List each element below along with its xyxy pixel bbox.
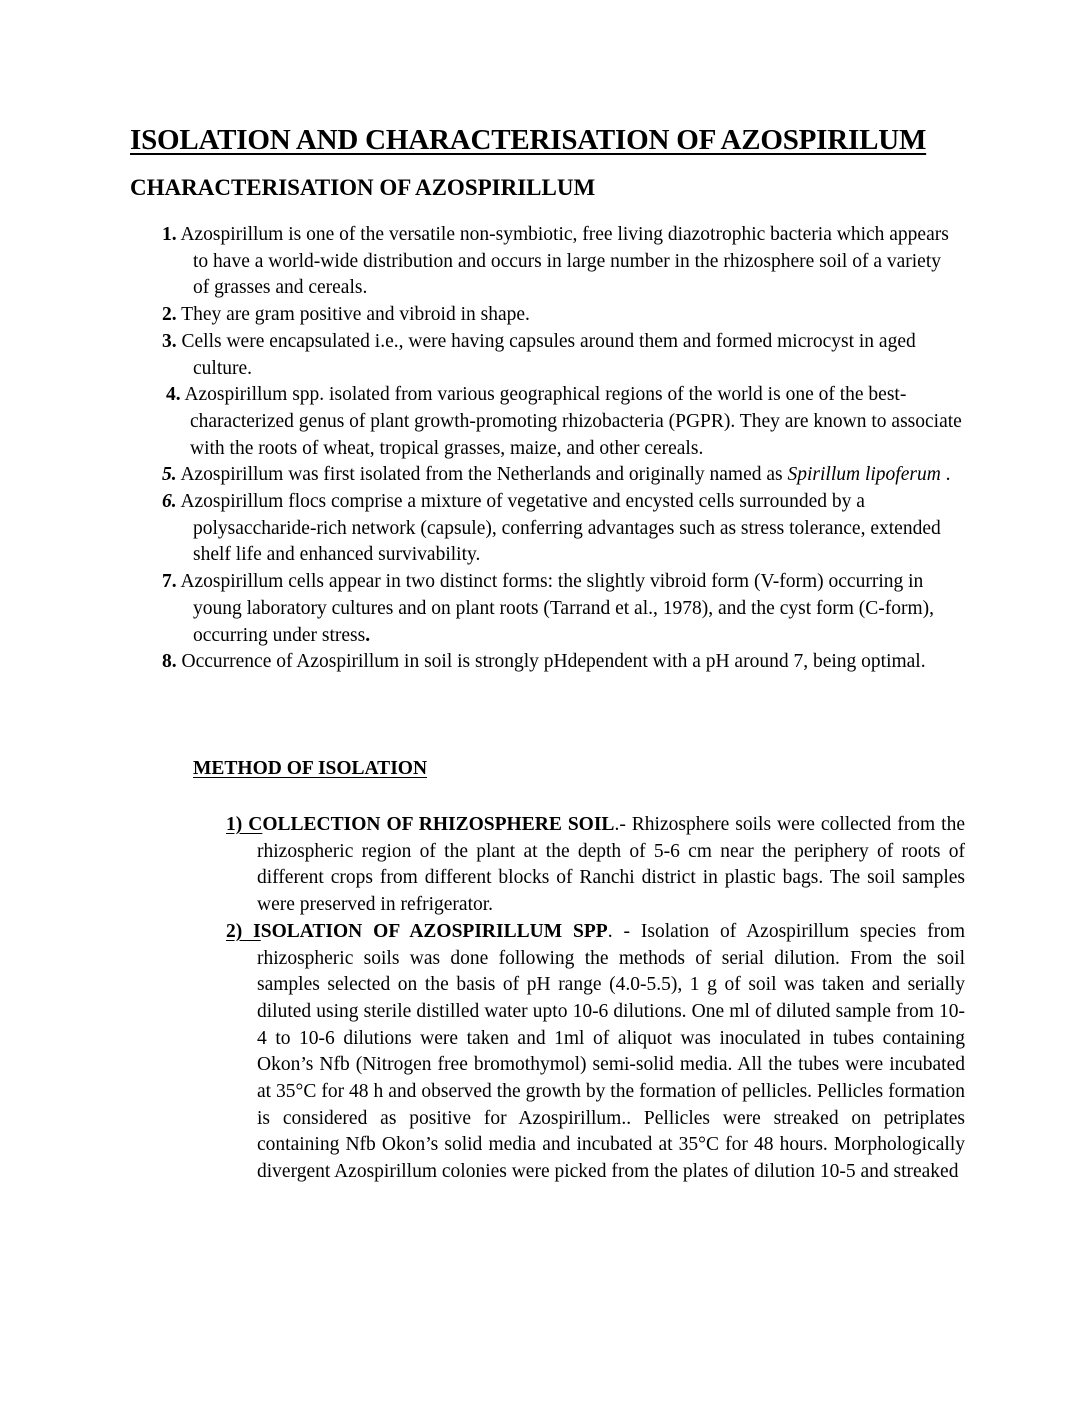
section-heading-method: METHOD OF ISOLATION <box>193 758 428 779</box>
list-item: 4. Azospirillum spp. isolated from various geographical regions of the world is one of the best-characterized genus of plant growth-promoting rhizobacteria (PGPR). They are known to associate with the roots of wheat, tropical grasses, maize, and other cereals. <box>166 384 962 459</box>
list-item: 2. They are gram positive and vibroid in shape. <box>162 304 530 326</box>
characteristics-list <box>162 222 962 676</box>
list-item: 5. Azospirillum was first isolated from the Netherlands and originally named as Spirillum lipoferum . <box>162 464 951 486</box>
method-steps-list <box>226 812 965 1186</box>
list-item: 2) ISOLATION OF AZOSPIRILLUM SPP. - Isolation of Azospirillum species from rhizospheric soils was done following the methods of serial dilution. From the soil samples selected on the basis of pH range (4.0-5.5), 1 g of soil was taken and serially diluted using sterile distilled water upto 10-6 dilutions. One ml of diluted sample from 10-4 to 10-6 dilutions were taken and 1ml of aliquot was inoculated in tubes containing Okon’s Nfb (Nitrogen free bromothymol) semi-solid media. All the tubes were incubated at 35°C for 48 h and observed the growth by the formation of pellicles. Pellicles formation is considered as positive for Azospirillum.. Pellicles were streaked on petriplates containing Nfb Okon’s solid media and incubated at 35°C for 48 hours. Morphologically divergent Azospirillum colonies were picked from the plates of dilution 10-5 and streaked <box>226 920 966 1183</box>
list-item: 7. Azospirillum cells appear in two distinct forms: the slightly vibroid form (V-form) occurring in young laboratory cultures and on plant roots (Tarrand et al., 1978), and the cyst form (C-form), occurring under stress. <box>162 571 935 646</box>
list-item: 8. Occurrence of Azospirillum in soil is strongly pHdependent with a pH around 7, being optimal. <box>162 651 926 673</box>
list-item: 1) COLLECTION OF RHIZOSPHERE SOIL.- Rhizosphere soils were collected from the rhizospheric region of the plant at the depth of 5-6 cm near the periphery of roots of different crops from different blocks of Ranchi district in plastic bags. The soil samples were preserved in refrigerator. <box>226 814 966 916</box>
list-item: 6. Azospirillum flocs comprise a mixture of vegetative and encysted cells surrounded by a polysaccharide-rich network (capsule), conferring advantages such as stress tolerance, extended shelf life and enhanced survivability. <box>162 491 941 566</box>
list-item: 1. Azospirillum is one of the versatile non-symbiotic, free living diazotrophic bacteria which appears to have a world-wide distribution and occurs in large number in the rhizosphere soil of a variety of grasses and cereals. <box>162 224 949 299</box>
list-item: 3. Cells were encapsulated i.e., were having capsules around them and formed microcyst in aged culture. <box>162 330 916 379</box>
section-heading-characterisation: CHARACTERISATION OF AZOSPIRILLUM <box>130 175 596 200</box>
page-title: ISOLATION AND CHARACTERISATION OF AZOSPIRILUM <box>130 124 927 156</box>
